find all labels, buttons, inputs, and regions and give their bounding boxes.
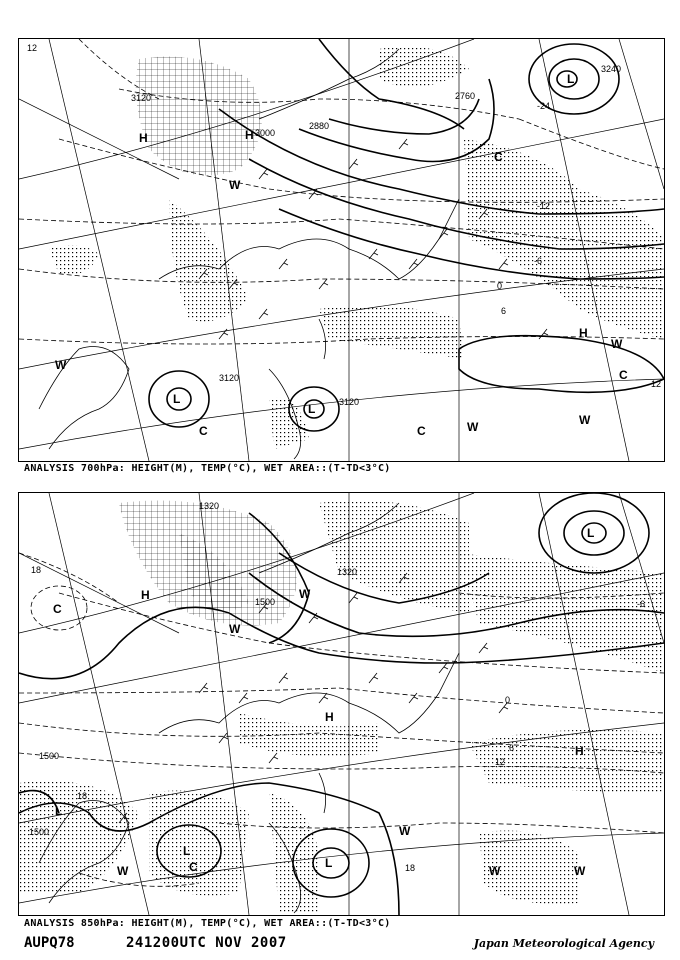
height-label-3120-sw: 3120 [219,373,240,383]
high-symbol-center: H [245,128,254,142]
map-panel-700hpa [18,38,665,462]
chart-footer [24,933,664,955]
height-label-1500-sw: 1500 [29,827,50,837]
cold-symbol-south: C [199,424,208,438]
warm-symbol-se: W [579,413,591,427]
low-symbol-sw: L [55,804,63,818]
high-symbol-east: H [575,744,584,758]
high-symbol-east: H [579,326,588,340]
cold-symbol-se: C [619,368,628,382]
height-label-1320: 1320 [199,501,220,511]
low-symbol-s: L [308,402,316,416]
station-plots [119,573,511,823]
warm-symbol-1: W [117,864,129,878]
warm-symbol-3: W [489,864,501,878]
temp-label-6: 6 [509,743,515,753]
temp-label-18-sw: 18 [77,791,88,801]
warm-symbol-sc: W [467,420,479,434]
product-code: AUPQ78 [24,935,75,951]
low-symbol-ne: L [587,526,595,540]
low-symbol-nw: L [183,844,191,858]
height-label-3120-s: 3120 [339,397,360,407]
temp-label-6: 6 [501,306,507,316]
temp-label-18-s: 18 [405,863,416,873]
agency-credit: Japan Meteorological Agency [473,937,654,950]
height-label-2880: 2880 [309,121,330,131]
warm-symbol-west: W [55,358,67,372]
temp-label-12-se: 12 [651,379,662,389]
warm-symbol-5: W [229,622,241,636]
cold-symbol-north: C [494,150,503,164]
height-label-3000: 3000 [255,128,276,138]
high-symbol-west: H [141,588,150,602]
temp-label-12: 12 [27,43,38,53]
warm-symbol-2: W [399,824,411,838]
height-label-1320-b: 1320 [337,567,358,577]
temp-label-12: 12 [495,757,506,767]
warm-symbol-north: W [229,178,241,192]
temp-label-minus24: -24 [537,101,551,111]
temp-label-18-west: 18 [31,565,42,575]
low-symbol-sw: L [173,392,181,406]
map-panel-850hpa [18,492,665,916]
warm-symbol-4: W [574,864,586,878]
high-symbol-center: H [325,710,334,724]
cold-symbol-west: C [53,602,62,616]
caption-850hpa: ANALYSIS 850hPa: HEIGHT(M), TEMP(°C), WET AREA::(T-TD<3°C) [24,918,391,929]
temp-label-minus12: -12 [537,201,551,211]
height-label-1500-west: 1500 [39,751,60,761]
low-symbol-ne: L [567,72,575,86]
height-label-1500-center: 1500 [255,597,276,607]
warm-symbol-6: W [299,587,311,601]
temp-label-0: 0 [497,281,503,291]
high-symbol-west: H [139,131,148,145]
wet-areas [49,47,664,450]
height-label-3120-nw: 3120 [131,93,152,103]
map-850hpa [19,493,664,915]
temp-label-minus6: -6 [637,599,646,609]
low-symbol-s: L [325,856,333,870]
height-label-3240: 3240 [601,64,622,74]
temp-label-minus6: -6 [534,256,543,266]
caption-700hpa: ANALYSIS 700hPa: HEIGHT(M), TEMP(°C), WET AREA::(T-TD<3°C) [24,463,391,474]
map-700hpa [19,39,664,461]
valid-time: 241200UTC NOV 2007 [126,935,287,951]
cold-symbol-sc: C [417,424,426,438]
cold-symbol-center: C [189,860,198,874]
temp-label-0: 0 [505,695,511,705]
warm-symbol-east: W [611,337,623,351]
height-label-2760: 2760 [455,91,476,101]
